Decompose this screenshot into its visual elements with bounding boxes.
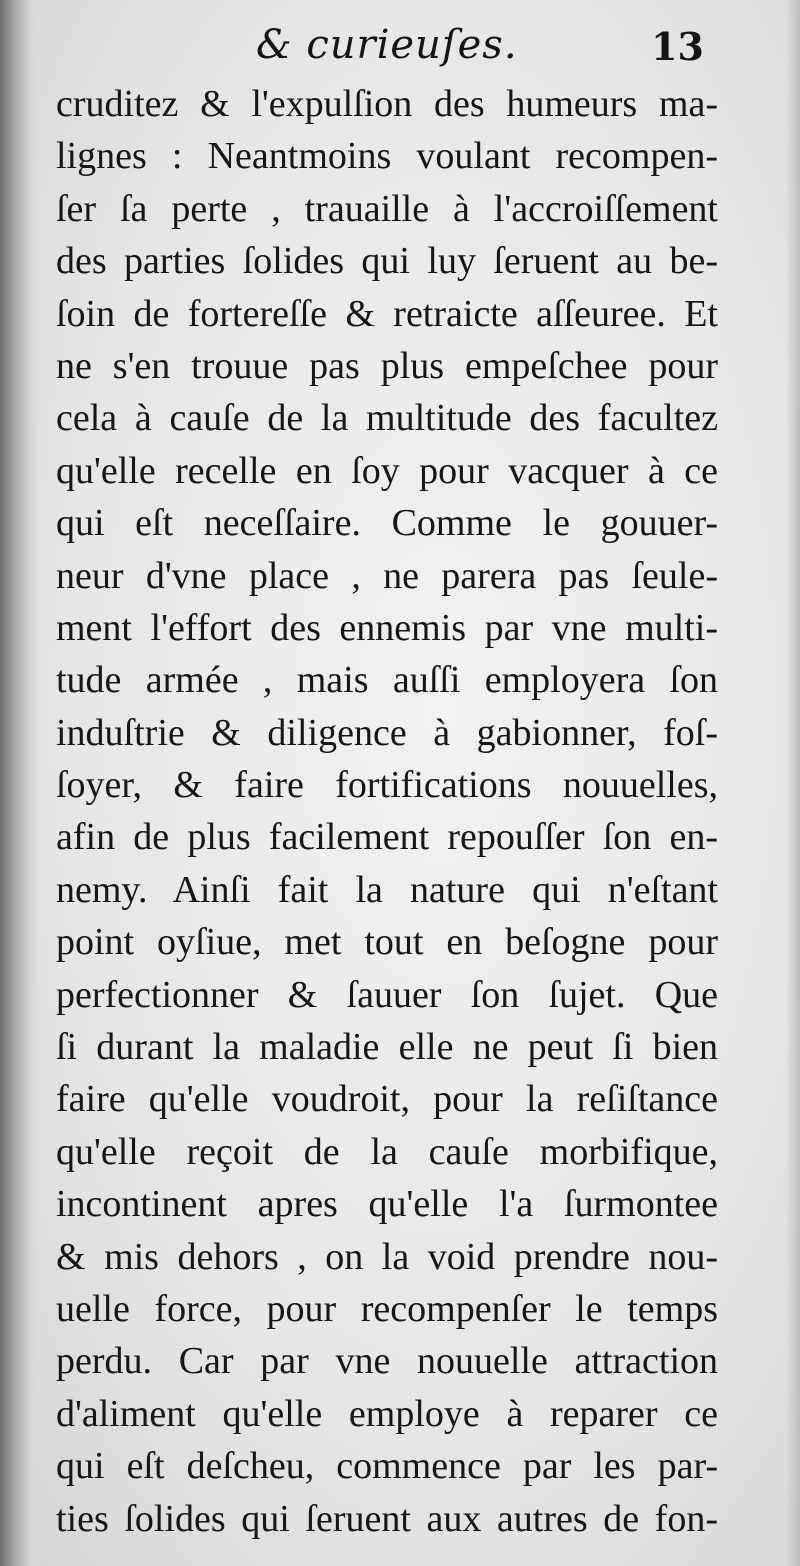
text-line: qui eſt deſcheu, commence par les par-: [56, 1445, 718, 1488]
text-line: point oyſiue, met tout en beſogne pour: [56, 921, 718, 964]
text-line: faire qu'elle voudroit, pour la reſiſtance: [56, 1078, 718, 1121]
text-line: tude armée , mais auſſi employera ſon: [56, 659, 718, 702]
text-line: cruditez & l'expulſion des humeurs ma-: [56, 83, 718, 125]
binding-gutter-shadow: [0, 0, 42, 1566]
text-line: ties ſolides qui ſeruent aux autres de fon-: [56, 1497, 718, 1540]
body-text: [56, 78, 718, 1545]
text-line: & mis dehors , on la void prendre nou-: [56, 1235, 718, 1278]
page-edge-shadow: [786, 0, 800, 1566]
text-line: uelle force, pour recompenſer le temps: [56, 1287, 718, 1330]
text-line: ſer ſa perte , trauaille à l'accroiſſement: [56, 187, 718, 230]
text-line: des parties ſolides qui luy ſeruent au be-: [56, 240, 718, 283]
text-line: d'aliment qu'elle employe à reparer ce: [56, 1392, 718, 1435]
text-line: qu'elle recelle en ſoy pour vacquer à ce: [56, 449, 718, 492]
text-line: ne s'en trouue pas plus empeſchee pour: [56, 344, 718, 387]
text-line: ment l'effort des ennemis par vne multi-: [56, 606, 718, 649]
running-head: [56, 22, 716, 78]
text-line: qui eſt neceſſaire. Comme le gouuer-: [56, 502, 718, 545]
text-line: ſoyer, & faire fortifications nouuelles,: [56, 764, 718, 807]
text-line: incontinent apres qu'elle l'a ſurmontee: [56, 1183, 718, 1226]
text-line: perfectionner & ſauuer ſon ſujet. Que: [56, 973, 718, 1016]
text-line: neur d'vne place , ne parera pas ſeule-: [56, 554, 718, 597]
text-line: perdu. Car par vne nouuelle attraction: [56, 1340, 718, 1383]
text-line: ſi durant la maladie elle ne peut ſi bien: [56, 1026, 718, 1069]
running-head-title: & curieuſes.: [256, 22, 518, 68]
text-line: ſoin de fortereſſe & retraicte aſſeuree. Et: [56, 292, 718, 335]
text-line: induſtrie & diligence à gabionner, foſ-: [56, 711, 718, 754]
text-line: cela à cauſe de la multitude des facultez: [56, 397, 718, 440]
text-line: qu'elle reçoit de la cauſe morbifique,: [56, 1130, 718, 1173]
text-line: afin de plus facilement repouſſer ſon en-: [56, 816, 718, 859]
text-line: nemy. Ainſi fait la nature qui n'eſtant: [56, 868, 718, 911]
page-number: 13: [651, 24, 704, 69]
text-line: lignes : Neantmoins voulant recompen-: [56, 135, 718, 178]
